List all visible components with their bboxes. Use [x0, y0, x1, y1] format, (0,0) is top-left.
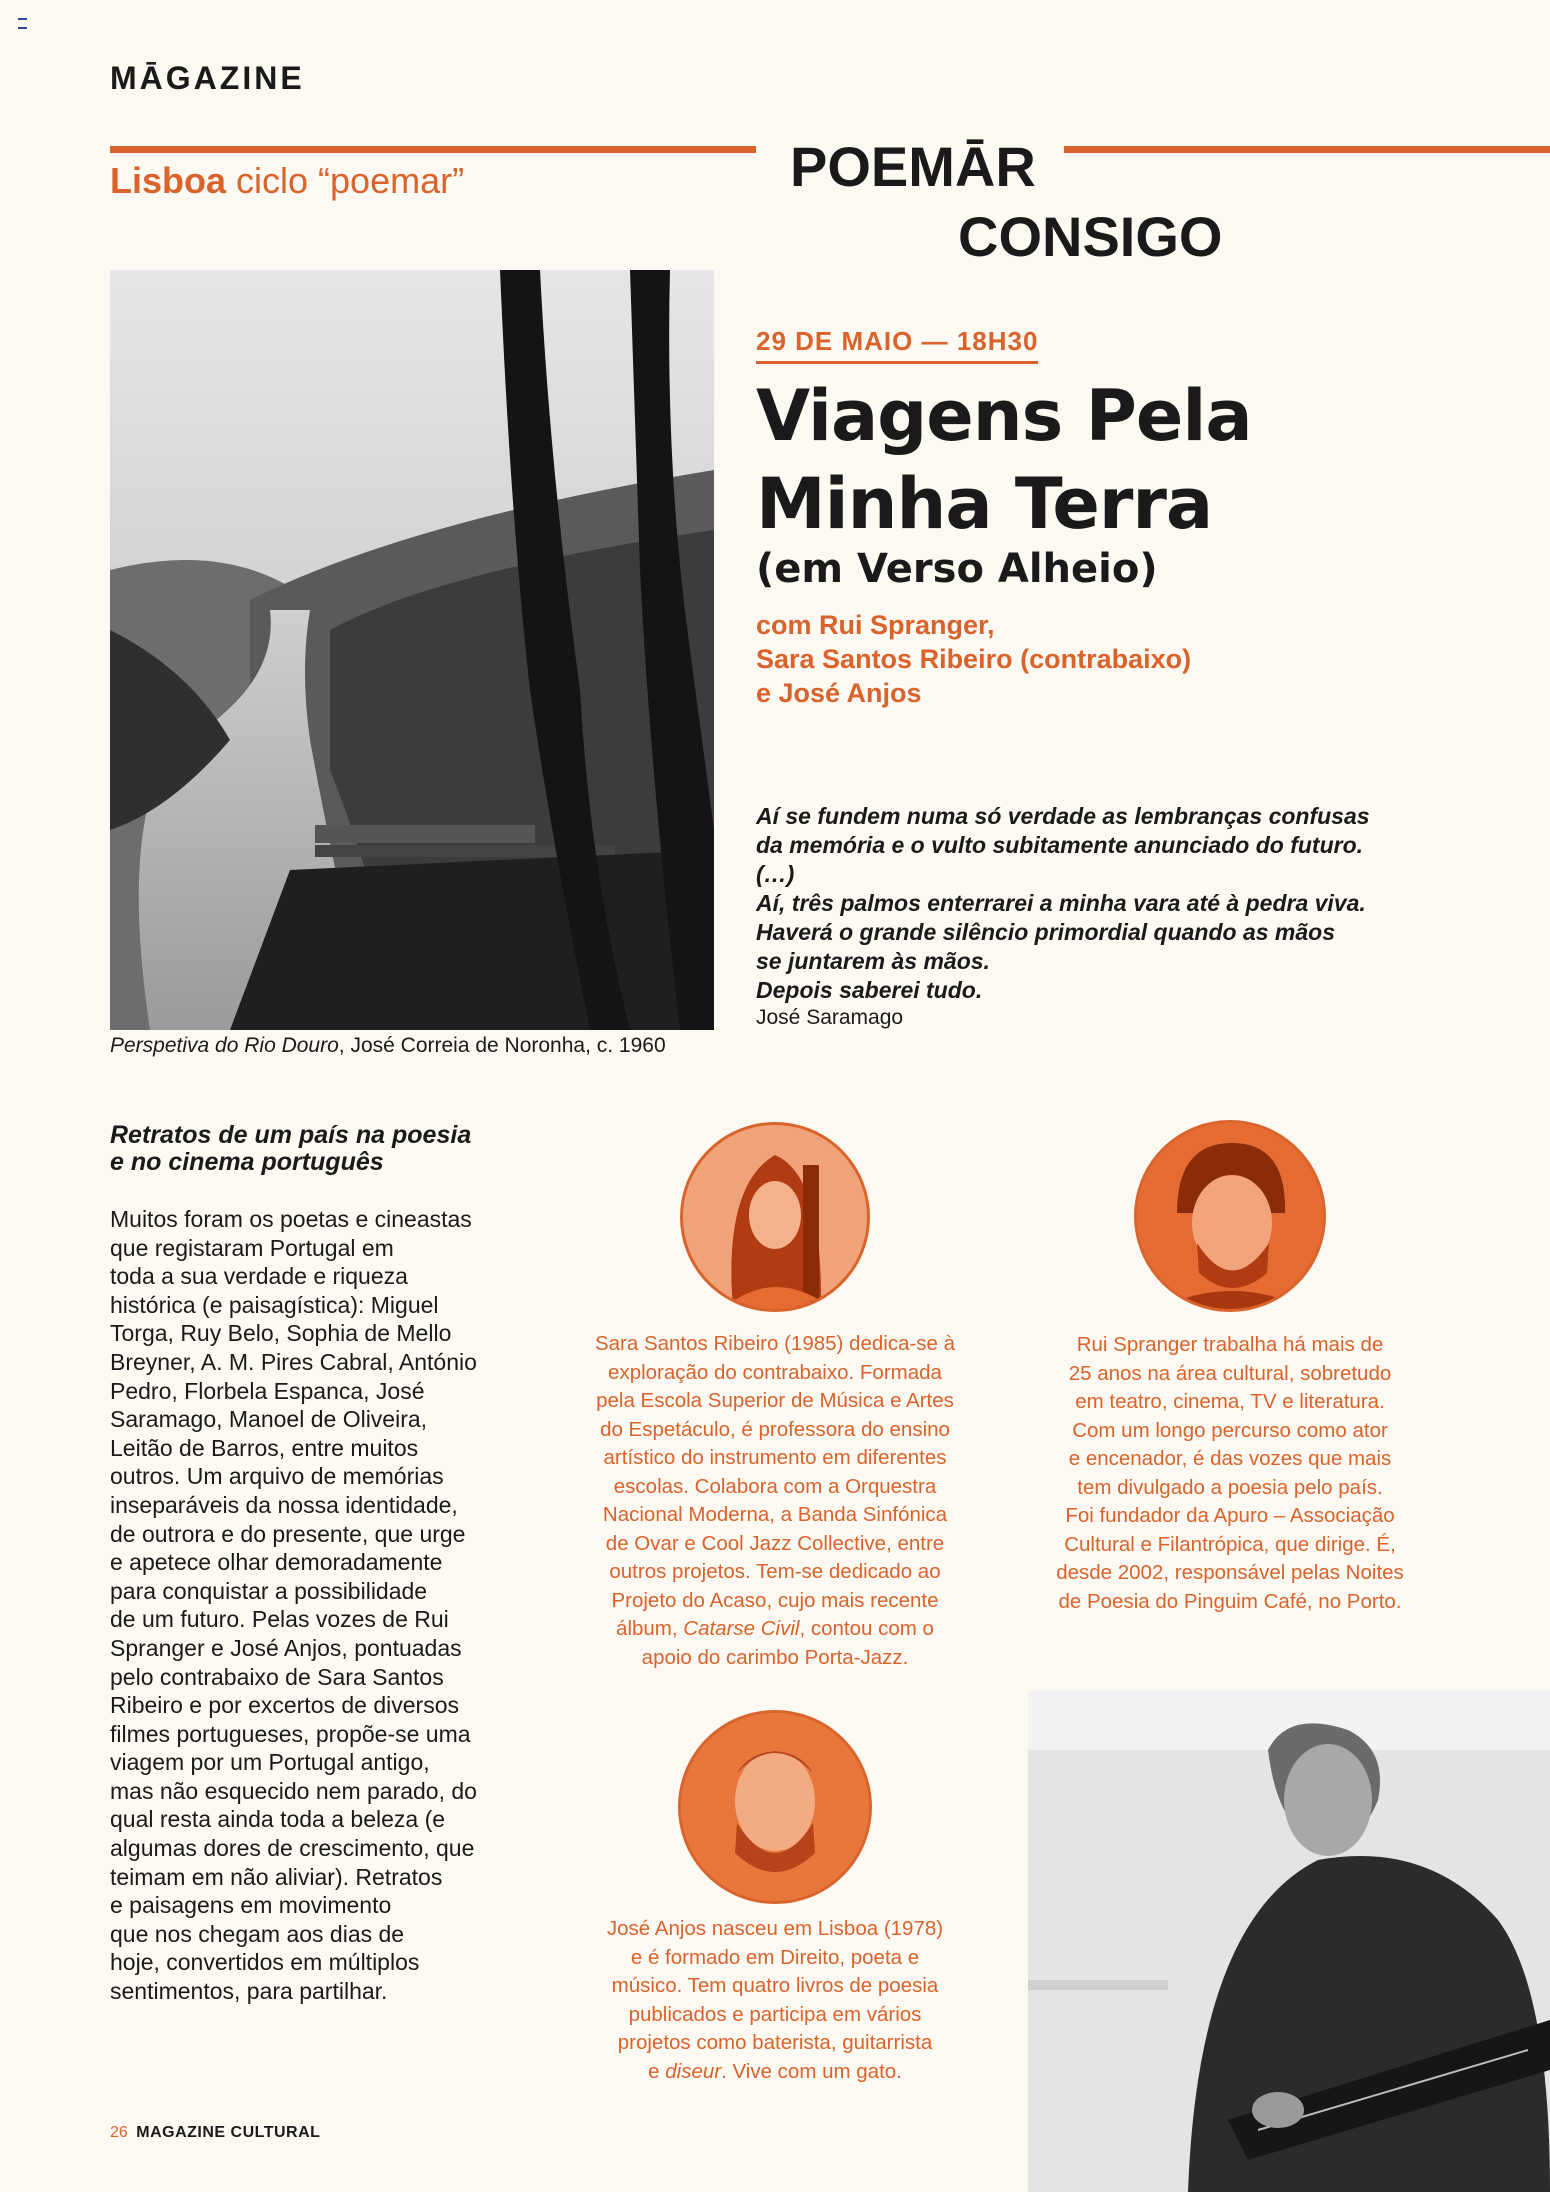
bio-line: Rui Spranger trabalha há mais de — [1076, 1333, 1384, 1356]
photo-caption — [110, 1034, 666, 1058]
header-rule-left — [110, 146, 756, 153]
credit-line: com Rui Spranger, — [756, 610, 995, 640]
diseur-word: diseur — [665, 2059, 722, 2083]
jose-portrait — [678, 1710, 872, 1904]
section-cycle: ciclo “poemar” — [236, 160, 465, 201]
article-body-line: Ribeiro e por excertos de diversos — [110, 1692, 459, 1719]
bio-line: Projeto do Acaso, cujo mais recente — [611, 1588, 939, 1612]
article-body-line: sentimentos, para partilhar. — [110, 1978, 388, 2005]
article-body-line: qual resta ainda toda a beleza (e — [110, 1806, 446, 1833]
article-heading-line-1: Retratos de um país na poesia — [110, 1121, 472, 1149]
quote-author: José Saramago — [756, 1006, 904, 1029]
event-credits — [756, 608, 1191, 710]
bio-line: José Anjos nasceu em Lisboa (1978) — [606, 1917, 944, 1940]
bio-line — [570, 2058, 980, 2087]
rui-portrait — [1134, 1120, 1326, 1312]
article-body-line: que nos chegam aos dias de — [110, 1920, 405, 1947]
quote-line: da memória e o vulto subitamente anunciado do futuro. — [756, 832, 1364, 858]
credit-line: e José Anjos — [756, 678, 922, 708]
article-body-line: teimam em não aliviar). Retratos — [110, 1863, 443, 1890]
article-body-line: mas não esquecido nem parado, do — [110, 1777, 477, 1804]
bio-line: e encenador, é das vozes que mais — [1068, 1447, 1392, 1470]
bio-line: apoio do carimbo Porta-Jazz. — [641, 1645, 909, 1669]
logo-line-2: CONSIGO — [958, 205, 1223, 268]
article-body-line: pelo contrabaixo de Sara Santos — [110, 1663, 444, 1690]
page-number: 26 — [110, 2124, 128, 2141]
article-body-line: Muitos foram os poetas e cineastas — [110, 1206, 472, 1232]
bio-line: e é formado em Direito, poeta e — [630, 1945, 920, 1969]
article-body-line: Breyner, A. M. Pires Cabral, António — [110, 1348, 477, 1375]
menu-icon[interactable] — [18, 18, 27, 29]
logo-line-1: POEMĀR — [790, 135, 1036, 198]
article-body-line: Leitão de Barros, entre muitos — [110, 1434, 419, 1461]
article-body-line: Spranger e José Anjos, pontuadas — [110, 1634, 462, 1661]
article-body-line: Saramago, Manoel de Oliveira, — [110, 1406, 428, 1433]
article-body-line: histórica (e paisagística): Miguel — [110, 1291, 439, 1318]
rui-bio — [1010, 1331, 1450, 1616]
quote-line: (…) — [756, 861, 795, 887]
quote-line: se juntarem às mãos. — [756, 948, 990, 974]
sara-face-image — [683, 1125, 867, 1309]
publication-name: MAGAZINE CULTURAL — [136, 2124, 321, 2141]
bio-line: Com um longo percurso como ator — [1072, 1418, 1388, 1442]
sara-bio — [560, 1330, 990, 1672]
event-title-line-1: Viagens Pela — [756, 375, 1252, 457]
event-title — [756, 372, 1416, 548]
bio-text: . Vive com um gato. — [721, 2059, 902, 2083]
brand-logo — [110, 60, 305, 97]
bio-text: álbum, — [616, 1617, 684, 1640]
article-body-line: Pedro, Florbela Espanca, José — [110, 1377, 425, 1404]
section-label — [110, 160, 464, 202]
sara-portrait — [680, 1122, 870, 1312]
section-city: Lisboa — [110, 160, 227, 201]
quote-line: Depois saberei tudo. — [756, 977, 983, 1003]
jose-bio — [570, 1915, 980, 2086]
bio-line: projetos como baterista, guitarrista — [617, 2031, 933, 2054]
bio-line: artístico do instrumento em diferentes — [603, 1446, 947, 1469]
bio-line: pela Escola Superior de Música e Artes — [596, 1389, 954, 1412]
bio-line: do Espetáculo, é professora do ensino — [600, 1417, 950, 1441]
article-body-line: toda a sua verdade e riqueza — [110, 1263, 408, 1290]
bio-line: publicados e participa em vários — [628, 2002, 922, 2026]
article-body-line: filmes portugueses, propõe-se uma — [110, 1720, 471, 1747]
bio-line: Sara Santos Ribeiro (1985) dedica-se à — [594, 1332, 956, 1355]
jose-face-image — [681, 1713, 869, 1901]
bio-line: exploração do contrabaixo. Formada — [608, 1360, 942, 1384]
douro-river-photo — [110, 270, 714, 1030]
bio-line: Nacional Moderna, a Banda Sinfónica — [602, 1503, 948, 1526]
article-heading-line-2: e no cinema português — [110, 1148, 384, 1176]
bio-line: 25 anos na área cultural, sobretudo — [1068, 1361, 1392, 1385]
brand-text: MĀGAZINE — [110, 60, 305, 96]
credit-line: Sara Santos Ribeiro (contrabaixo) — [756, 644, 1192, 674]
bio-line: de Poesia do Pinguim Café, no Porto. — [1058, 1589, 1402, 1613]
article-body-line: e apetece olhar demoradamente — [110, 1549, 443, 1576]
article-body — [110, 1205, 530, 2006]
saramago-quote — [756, 802, 1456, 1005]
article-body-line: inseparáveis da nossa identidade, — [110, 1491, 458, 1518]
article-heading — [110, 1122, 540, 1176]
rui-face-image — [1137, 1123, 1323, 1309]
article-body-line: e paisagens em movimento — [110, 1892, 392, 1919]
bio-line: desde 2002, responsável pelas Noites — [1056, 1561, 1404, 1584]
bio-line: tem divulgado a poesia pelo país. — [1077, 1475, 1383, 1499]
article-body-line: de um futuro. Pelas vozes de Rui — [110, 1606, 449, 1633]
bio-line: escolas. Colabora com a Orquestra — [613, 1474, 937, 1498]
bio-line: Foi fundador da Apuro – Associação — [1065, 1504, 1395, 1527]
bio-line — [560, 1615, 990, 1644]
article-body-line: Torga, Ruy Belo, Sophia de Mello — [110, 1320, 452, 1347]
article-body-line: hoje, convertidos em múltiplos — [110, 1949, 420, 1976]
guitarist-photo — [1028, 1690, 1550, 2192]
quote-line: Aí se fundem numa só verdade as lembranças confusas — [756, 803, 1370, 829]
article-body-line: outros. Um arquivo de memórias — [110, 1463, 444, 1490]
article-body-line: de outrora e do presente, que urge — [110, 1520, 466, 1547]
bio-text: , contou com o — [799, 1617, 934, 1640]
bio-line: de Ovar e Cool Jazz Collective, entre — [605, 1531, 945, 1555]
article-body-line: que registaram Portugal em — [110, 1234, 394, 1261]
bio-line: Cultural e Filantrópica, que dirige. É, — [1064, 1532, 1396, 1556]
album-title: Catarse Civil — [683, 1617, 800, 1640]
article-body-line: algumas dores de crescimento, que — [110, 1835, 475, 1862]
caption-title: Perspetiva do Rio Douro — [110, 1034, 339, 1057]
landscape-image — [110, 270, 714, 1030]
event-subtitle: (em Verso Alheio) — [756, 546, 1158, 592]
article-body-line: viagem por um Portugal antigo, — [110, 1749, 430, 1776]
poemar-consigo-logo — [790, 132, 1222, 272]
guitarist-image — [1028, 1690, 1550, 2192]
caption-credit: , José Correia de Noronha, c. 1960 — [338, 1034, 666, 1057]
bio-line: outros projetos. Tem-se dedicado ao — [609, 1560, 941, 1583]
quote-line: Aí, três palmos enterrarei a minha vara até à pedra viva. — [756, 890, 1366, 916]
quote-line: Haverá o grande silêncio primordial quando as mãos — [756, 919, 1335, 945]
bio-line: em teatro, cinema, TV e literatura. — [1075, 1390, 1385, 1413]
bio-text: e — [648, 2059, 666, 2083]
page-footer — [110, 2124, 320, 2142]
article-body-line: para conquistar a possibilidade — [110, 1577, 428, 1604]
bio-line: músico. Tem quatro livros de poesia — [611, 1974, 939, 1997]
event-title-line-2: Minha Terra — [756, 463, 1213, 545]
event-date: 29 DE MAIO — 18H30 — [756, 326, 1038, 364]
